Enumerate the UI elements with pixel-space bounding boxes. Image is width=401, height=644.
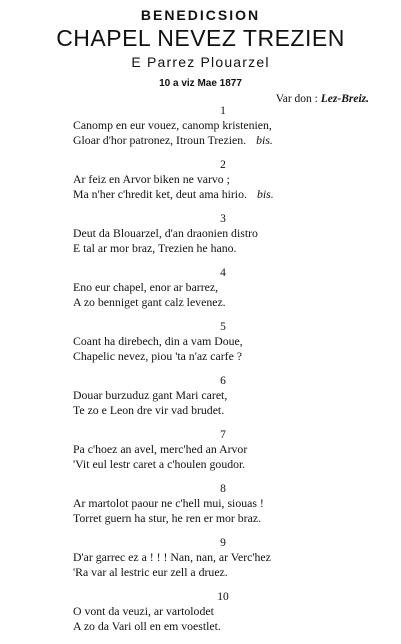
verse bbox=[73, 212, 373, 255]
verse-number: 3 bbox=[220, 213, 226, 225]
verse-line-text: 'Vit eul lestr caret a c'houlen goudor. bbox=[73, 456, 246, 471]
verse-line bbox=[73, 496, 373, 511]
verse-line-text: Chapelic nevez, piou 'ta n'az carfe ? bbox=[73, 348, 242, 363]
verse-number: 8 bbox=[220, 483, 226, 495]
verse bbox=[73, 482, 373, 525]
tune-label: Var don : bbox=[275, 93, 318, 105]
header bbox=[0, 0, 401, 91]
verse-number: 9 bbox=[220, 537, 226, 549]
verse-line-text: Ar feiz en Arvor biken ne varvo ; bbox=[73, 172, 230, 186]
verse-line bbox=[73, 349, 373, 364]
verse bbox=[73, 104, 373, 147]
repeat-marker: bis. bbox=[256, 132, 273, 147]
verse-line bbox=[73, 550, 373, 565]
verse-line bbox=[73, 241, 373, 256]
verse-line bbox=[73, 334, 373, 349]
verse-line-text: Ma n'her c'hredit ket, deut ama hirio. bbox=[73, 186, 247, 201]
verse-line bbox=[73, 172, 373, 187]
verse-line-text: 'Ra var al lestric eur zell a druez. bbox=[73, 564, 228, 579]
title-chapel: CHAPEL NEVEZ TREZIEN bbox=[56, 25, 345, 51]
verse-line-text: Ar martolot paour ne c'hell mui, siouas ! bbox=[73, 496, 264, 510]
verse-line-text: O vont da veuzi, ar vartolodet bbox=[73, 604, 214, 618]
verse-line-text: Douar burzuduz gant Mari caret, bbox=[73, 388, 228, 402]
verse-line bbox=[73, 295, 373, 310]
tune-name: Lez-Breiz. bbox=[320, 93, 369, 105]
title-benediction: BENEDICSION bbox=[140, 7, 261, 23]
verses bbox=[73, 104, 373, 644]
verse-line-text: Eno eur chapel, enor ar barrez, bbox=[73, 280, 219, 294]
date-line: 10 a viz Mae 1877 bbox=[159, 78, 242, 89]
verse-line-text: Gloar d'hor patronez, Itroun Trezien. bbox=[73, 132, 247, 147]
verse-line bbox=[73, 442, 373, 457]
verse-line-text: Te zo e Leon dre vir vad brudet. bbox=[73, 402, 225, 417]
verse-line-text: A zo benniget gant calz levenez. bbox=[73, 294, 226, 309]
verse-line-text: A zo da Vari oll en em voestlet. bbox=[73, 618, 221, 633]
verse-line bbox=[73, 604, 373, 619]
verse-line-text: Torret guern ha stur, he ren er mor braz. bbox=[73, 510, 262, 525]
verse bbox=[73, 320, 373, 363]
verse-number: 5 bbox=[220, 321, 226, 333]
verse bbox=[73, 158, 373, 201]
verse-line-text: E tal ar mor braz, Trezien he hano. bbox=[73, 240, 237, 255]
verse-line bbox=[73, 187, 373, 202]
verse-line bbox=[73, 280, 373, 295]
verse bbox=[73, 590, 373, 633]
verse-line-text: Coant ha direbech, din a vam Doue, bbox=[73, 334, 243, 348]
repeat-marker: bis. bbox=[256, 186, 274, 201]
verse-line bbox=[73, 511, 373, 526]
verse-line-text: Pa c'hoez an avel, merc'hed an Arvor bbox=[73, 442, 248, 456]
verse-line bbox=[73, 403, 373, 418]
verse-line bbox=[73, 226, 373, 241]
verse-line bbox=[73, 388, 373, 403]
verse bbox=[73, 536, 373, 579]
verse bbox=[73, 374, 373, 417]
verse-number: 1 bbox=[220, 105, 226, 117]
verse-line bbox=[73, 118, 373, 133]
verse bbox=[73, 428, 373, 471]
verse-line bbox=[73, 619, 373, 634]
verse bbox=[73, 266, 373, 309]
verse-line-text: D'ar garrec ez a ! ! ! Nan, nan, ar Verc'hez bbox=[73, 550, 271, 564]
verse-line bbox=[73, 457, 373, 472]
verse-number: 4 bbox=[220, 267, 226, 279]
verse-number: 7 bbox=[220, 429, 226, 441]
subtitle-parish: E Parrez Plouarzel bbox=[131, 54, 270, 70]
verse-number: 6 bbox=[220, 375, 226, 387]
verse-number: 2 bbox=[220, 159, 226, 171]
verse-line bbox=[73, 133, 373, 148]
verse-number: 10 bbox=[217, 591, 229, 603]
verse-line-text: Deut da Blouarzel, d'an draonien distro bbox=[73, 226, 258, 240]
verse-line-text: Canomp en eur vouez, canomp kristenien, bbox=[73, 118, 272, 132]
